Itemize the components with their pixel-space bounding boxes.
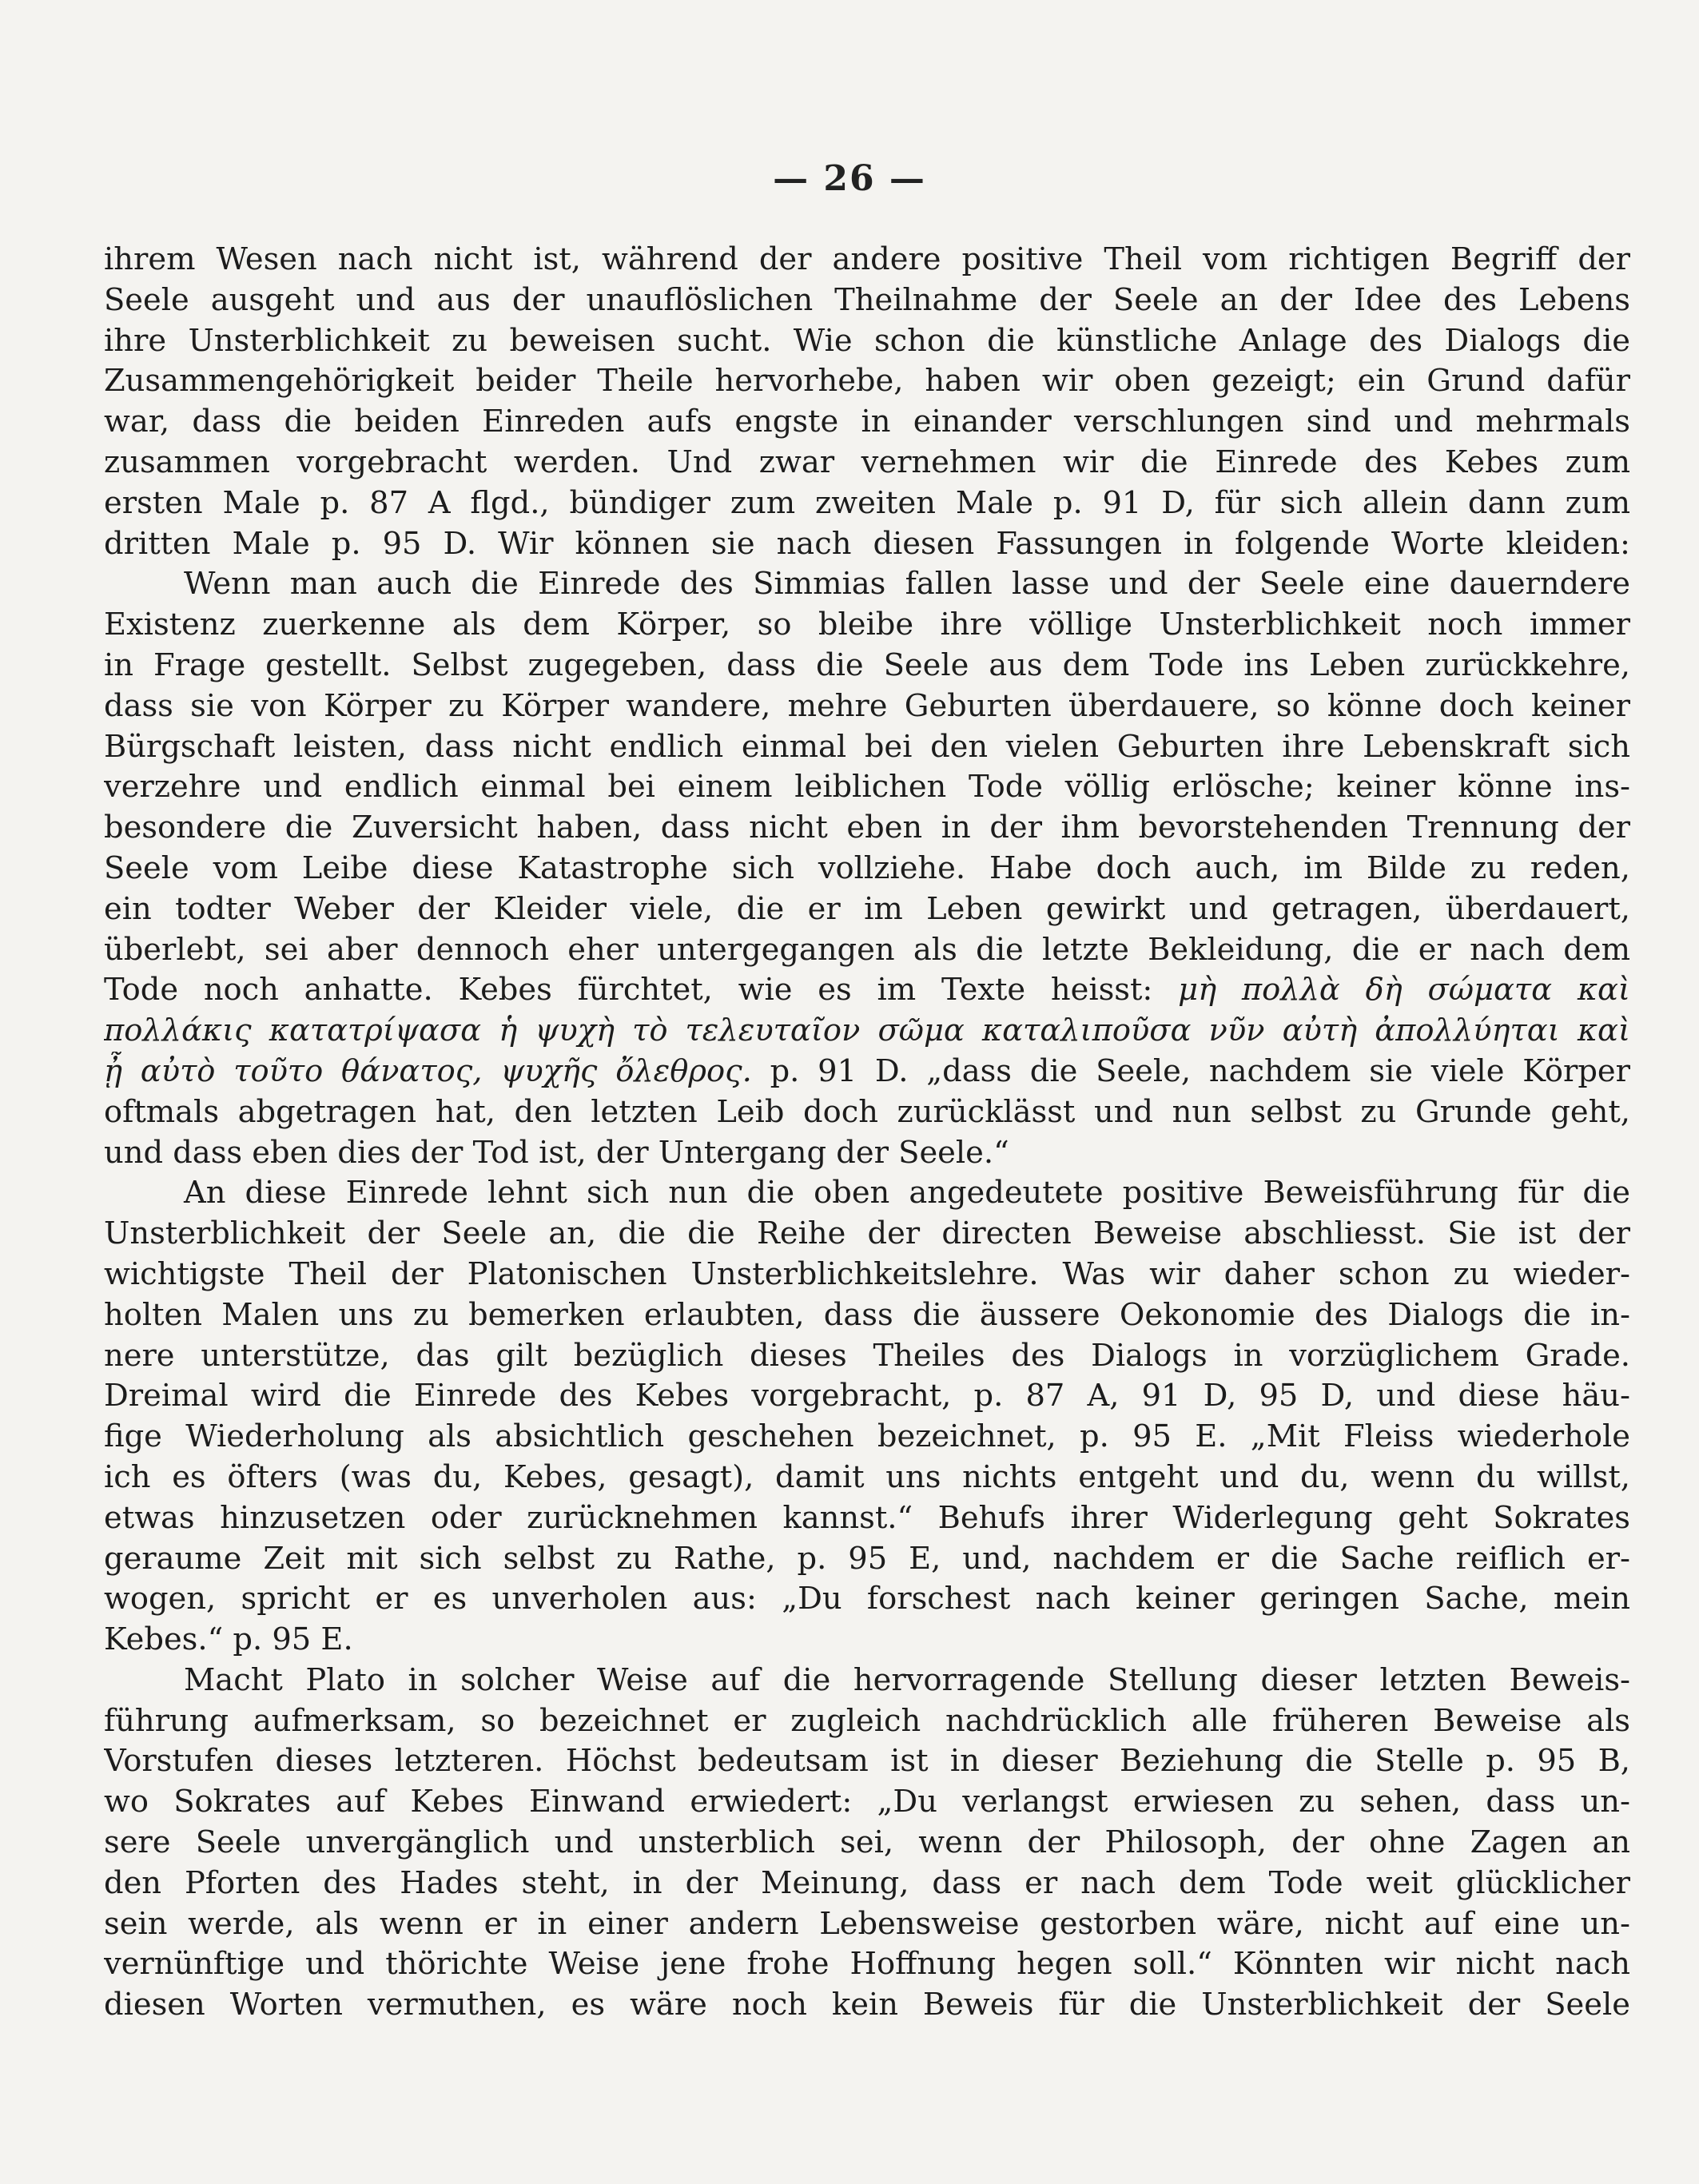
- text-line: An diese Einrede lehnt sich nun die oben angedeutete positive Beweisführung für die: [184, 1175, 1630, 1211]
- text-line: Seele ausgeht und aus der unauflöslichen Theilnahme der Seele an der Idee des Lebens: [104, 281, 1630, 318]
- text-line: überlebt, sei aber dennoch eher untergegangen als die letzte Bekleidung, die er nach dem: [104, 931, 1630, 968]
- text-line: nere unterstütze, das gilt bezüglich dieses Theiles des Dialogs in vorzüglichem Grade.: [104, 1337, 1630, 1374]
- text-line: ich es öfters (was du, Kebes, gesagt), damit uns nichts entgeht und du, wenn du willst,: [104, 1458, 1630, 1495]
- text-segment: p. 91 D. „dass die Seele, nachdem sie viele Körper: [751, 1052, 1630, 1089]
- text-line: führung aufmerksam, so bezeichnet er zugleich nachdrücklich alle früheren Beweise als: [104, 1702, 1630, 1739]
- text-line: besondere die Zuversicht haben, dass nicht eben in der ihm bevorstehenden Trennung der: [104, 810, 1630, 846]
- text-line: dass sie von Körper zu Körper wandere, mehre Geburten überdauere, so könne doch keiner: [104, 687, 1630, 724]
- text-line: fige Wiederholung als absichtlich geschehen bezeichnet, p. 95 E. „Mit Fleiss wiederhole: [104, 1418, 1630, 1455]
- text-segment: Tode noch anhatte. Kebes fürchtet, wie es im Texte heisst:: [104, 972, 1153, 1008]
- text-line: wichtigste Theil der Platonischen Unsterblichkeitslehre. Was wir daher schon zu wieder-: [104, 1255, 1630, 1292]
- text-line: ein todter Weber der Kleider viele, die er im Leben gewirkt und getragen, überdauert,: [104, 890, 1630, 927]
- text-line: diesen Worten vermuthen, es wäre noch kein Beweis für die Unsterblichkeit der Seele: [104, 1987, 1630, 2023]
- text-line: zusammen vorgebracht werden. Und zwar vernehmen wir die Einrede des Kebes zum: [104, 444, 1630, 480]
- text-line: ihre Unsterblichkeit zu beweisen sucht. Wie schon die künstliche Anlage des Dialogs die: [104, 322, 1630, 359]
- text-line: den Pforten des Hades steht, in der Meinung, dass er nach dem Tode weit glücklicher: [104, 1864, 1630, 1901]
- text-line: war, dass die beiden Einreden aufs engste in einander verschlungen sind und mehrmals: [104, 404, 1630, 440]
- text-line: Wenn man auch die Einrede des Simmias fallen lasse und der Seele eine dauerndere: [184, 566, 1630, 603]
- text-line: wo Sokrates auf Kebes Einwand erwiedert: „Du verlangst erwiesen zu sehen, dass un-: [104, 1784, 1630, 1820]
- text-line: und dass eben dies der Tod ist, der Untergang der Seele.“: [104, 1134, 1009, 1171]
- greek-quote: ᾖ αὐτὸ τοῦτο θάνατος, ψυχῆς ὄλεθρος.: [104, 1052, 752, 1089]
- text-line: wogen, spricht er es unverholen aus: „Du forschest nach keiner geringen Sache, mein: [104, 1581, 1630, 1617]
- text-line: Macht Plato in solcher Weise auf die hervorragende Stellung dieser letzten Beweis-: [184, 1661, 1630, 1698]
- text-line: Seele vom Leibe diese Katastrophe sich vollziehe. Habe doch auch, im Bilde zu reden,: [104, 849, 1630, 886]
- page-number: — 26 —: [773, 158, 926, 199]
- text-line: Zusammengehörigkeit beider Theile hervorhebe, haben wir oben gezeigt; ein Grund dafür: [104, 363, 1630, 400]
- text-line-with-greek: [104, 970, 1630, 1011]
- greek-quote: μὴ πολλὰ δὴ σώματα καὶ: [1178, 972, 1630, 1008]
- text-line: Unsterblichkeit der Seele an, die die Reihe der directen Beweise abschliesst. Sie ist der: [104, 1215, 1630, 1252]
- text-line: Kebes.“ p. 95 E.: [104, 1621, 353, 1658]
- text-line: Bürgschaft leisten, dass nicht endlich einmal bei den vielen Geburten ihre Lebenskraft sich: [104, 728, 1630, 765]
- text-line: holten Malen uns zu bemerken erlaubten, dass die äussere Oekonomie des Dialogs die in-: [104, 1296, 1630, 1333]
- text-line: etwas hinzusetzen oder zurücknehmen kannst.“ Behufs ihrer Widerlegung geht Sokrates: [104, 1499, 1630, 1536]
- text-line: ersten Male p. 87 A flgd., bündiger zum zweiten Male p. 91 D, für sich allein dann zum: [104, 484, 1630, 521]
- text-line: sere Seele unvergänglich und unsterblich sei, wenn der Philosoph, der ohne Zagen an: [104, 1824, 1630, 1861]
- text-line: oftmals abgetragen hat, den letzten Leib doch zurücklässt und nun selbst zu Grunde geht,: [104, 1093, 1630, 1130]
- body-text: [104, 240, 1630, 2026]
- text-line: ihrem Wesen nach nicht ist, während der andere positive Theil vom richtigen Begriff der: [104, 241, 1630, 277]
- text-line: vernünftige und thörichte Weise jene frohe Hoffnung hegen soll.“ Könnten wir nicht nach: [104, 1946, 1630, 1983]
- text-line: in Frage gestellt. Selbst zugegeben, dass die Seele aus dem Tode ins Leben zurückkehre,: [104, 646, 1630, 683]
- text-line: Vorstufen dieses letzteren. Höchst bedeutsam ist in dieser Beziehung die Stelle p. 95 B,: [104, 1743, 1630, 1780]
- text-line: verzehre und endlich einmal bei einem leiblichen Tode völlig erlösche; keiner könne ins-: [104, 769, 1630, 806]
- text-line-with-greek: [104, 1052, 1630, 1092]
- greek-line: πολλάκις κατατρίψασα ἡ ψυχὴ τὸ τελευταῖον σῶμα καταλιποῦσα νῦν αὐτὴ ἀπολλύηται καὶ: [104, 1012, 1630, 1049]
- text-line: Existenz zuerkenne als dem Körper, so bleibe ihre völlige Unsterblichkeit noch immer: [104, 607, 1630, 643]
- text-line: geraume Zeit mit sich selbst zu Rathe, p. 95 E, und, nachdem er die Sache reiflich er-: [104, 1540, 1630, 1577]
- text-line: sein werde, als wenn er in einer andern Lebensweise gestorben wäre, nicht auf eine un-: [104, 1905, 1630, 1942]
- text-line: Dreimal wird die Einrede des Kebes vorgebracht, p. 87 A, 91 D, 95 D, und diese häu-: [104, 1378, 1630, 1414]
- text-line: dritten Male p. 95 D. Wir können sie nach diesen Fassungen in folgende Worte kleiden:: [104, 525, 1630, 562]
